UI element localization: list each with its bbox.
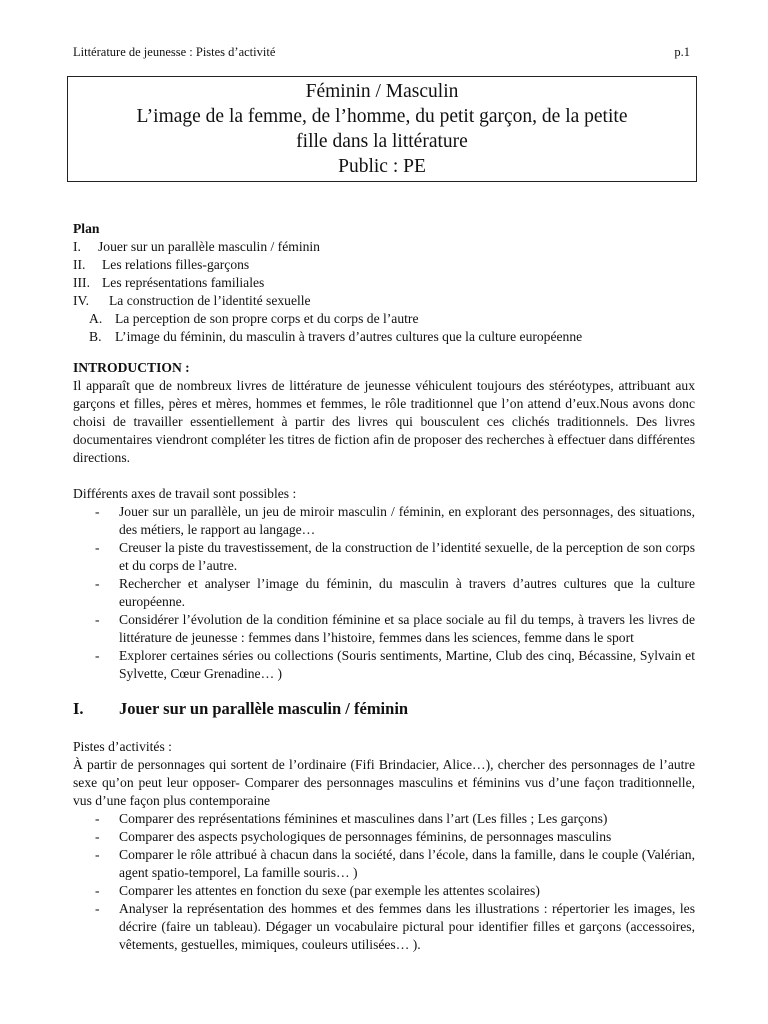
page-number: p.1 <box>674 45 690 59</box>
plan-item: II. Les relations filles-garçons <box>73 257 250 272</box>
introduction-heading: INTRODUCTION : <box>73 360 190 375</box>
title-line-4: Public : PE <box>338 156 426 177</box>
list-item: - Explorer certaines séries ou collections (Souris sentiments, Martine, Club des cinq, Bécassine, Sylvain et Sylvette, Cœur Grenadine… ) <box>95 648 695 681</box>
axes-intro: Différents axes de travail sont possibles : <box>73 486 297 501</box>
pistes-label: Pistes d’activités : <box>73 739 172 754</box>
list-item: - Comparer des aspects psychologiques de personnages féminins, de personnages masculins <box>95 829 612 844</box>
plan-subitem: B. L’image du féminin, du masculin à travers d’autres cultures que la culture européenne <box>89 329 583 344</box>
axes-list <box>73 503 695 683</box>
activities-list <box>73 810 695 954</box>
section-heading: I. Jouer sur un parallèle masculin / féminin <box>73 699 409 718</box>
plan-item: IV. La construction de l’identité sexuelle <box>73 293 311 308</box>
page-header-title: Littérature de jeunesse : Pistes d’activité <box>73 45 276 59</box>
list-item: - Rechercher et analyser l’image du féminin, du masculin à travers d’autres cultures que la culture européenne. <box>95 576 695 609</box>
list-item: - Jouer sur un parallèle, un jeu de miroir masculin / féminin, en explorant des personnages, des situations, des métiers, le rapport au langage… <box>95 504 695 537</box>
introduction-paragraph: Il apparaît que de nombreux livres de littérature de jeunesse véhiculent toujours des stéréotypes, attribuant aux garçons et filles, pères et mères, hommes et femmes, le rôle traditionnel que l’on attend d’eux.Nous avons donc choisi de travailler essentiellement à partir des livres qui bousculent ces clichés traditionnels. Des livres documentaires viendront compléter les titres de fiction afin de proposer des recherches à effectuer dans différentes directions. <box>73 378 695 465</box>
list-item: - Comparer le rôle attribué à chacun dans la société, dans l’école, dans la famille, dans le couple (Valérian, agent spatio-temporel, La famille souris… ) <box>95 847 695 880</box>
list-item: - Creuser la piste du travestissement, de la construction de l’identité sexuelle, de la perception de son corps et du corps de l’autre. <box>95 540 695 573</box>
document-body <box>73 220 695 954</box>
list-item: - Comparer les attentes en fonction du sexe (par exemple les attentes scolaires) <box>95 883 540 898</box>
title-line-3: fille dans la littérature <box>296 131 468 152</box>
list-item: - Considérer l’évolution de la condition féminine et sa place sociale au fil du temps, à travers les livres de littérature de jeunesse : femmes dans l’histoire, femmes dans les sciences, femme dans le sport <box>95 612 695 645</box>
plan-heading: Plan <box>73 221 100 236</box>
title-line-2: L’image de la femme, de l’homme, du petit garçon, de la petite <box>136 106 628 127</box>
pistes-paragraph: À partir de personnages qui sortent de l’ordinaire (Fifi Brindacier, Alice…), chercher des personnages de l’autre sexe qu’on peut leur opposer- Comparer des personnages masculins et féminins vus d’une façon traditionnelle, vus d’une façon plus contemporaine <box>73 757 695 808</box>
title-line-1: Féminin / Masculin <box>305 81 459 102</box>
title-box <box>67 76 697 182</box>
plan-item: III. Les représentations familiales <box>73 275 265 290</box>
list-item: - Comparer des représentations féminines et masculines dans l’art (Les filles ; Les garçons) <box>95 811 608 826</box>
plan-item: I. Jouer sur un parallèle masculin / féminin <box>73 239 320 254</box>
list-item: - Analyser la représentation des hommes et des femmes dans les illustrations : répertorier les images, les décrire (faire un tableau). Dégager un vocabulaire pictural pour identifier filles et garçons (accessoires, vêtements, gestuelles, mimiques, couleurs utilisées… ). <box>95 901 695 952</box>
plan-subitem: A. La perception de son propre corps et du corps de l’autre <box>89 311 419 326</box>
